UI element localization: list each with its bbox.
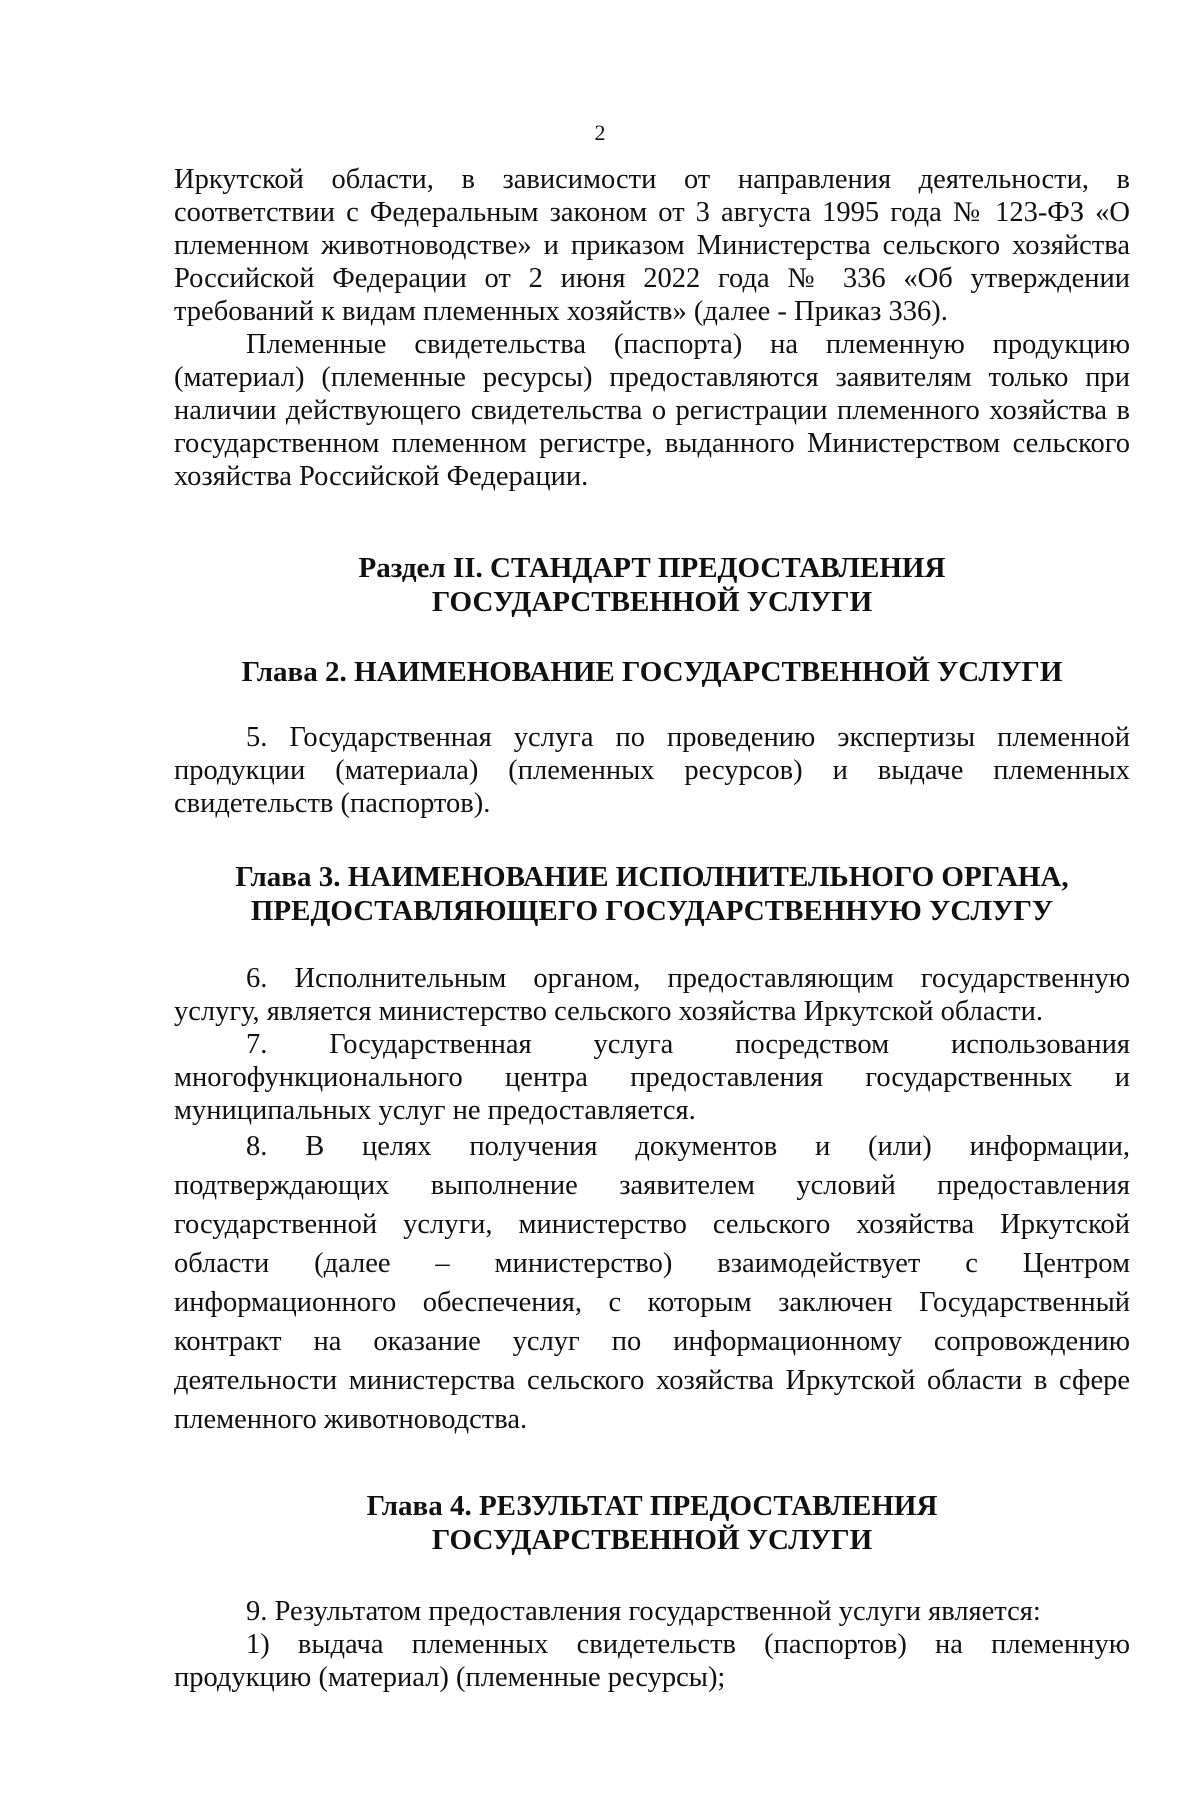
page-number: 2 [594, 120, 606, 145]
intro-paragraph-breeding-certificates: Племенные свидетельства (паспорта) на племенную продукцию (материал) (племенные ресурсы) предоставляются заявителям только при наличии действующего свидетельства о регистрации племенного хозяйства в государственном племенном регистре, выданного Министерством сельского хозяйства Российской Федерации. [174, 329, 1130, 492]
chapter-2-heading: Глава 2. НАИМЕНОВАНИЕ ГОСУДАРСТВЕННОЙ УСЛУГИ [241, 656, 1063, 688]
paragraph-9: 9. Результатом предоставления государственной услуги является: [246, 1596, 1041, 1627]
section-2-heading-line1: Раздел II. СТАНДАРТ ПРЕДОСТАВЛЕНИЯ [358, 552, 946, 584]
paragraph-9-item-1: 1) выдача племенных свидетельств (паспортов) на племенную продукцию (материал) (племенные ресурсы); [174, 1629, 1130, 1693]
paragraph-7: 7. Государственная услуга посредством использования многофункционального центра предоставления государственных и муниципальных услуг не предоставляется. [174, 1029, 1130, 1126]
intro-paragraph-continuation: Иркутской области, в зависимости от направления деятельности, в соответствии с Федеральным законом от 3 августа 1995 года № 123-ФЗ «О племенном животноводстве» и приказом Министерства сельского хозяйства Российской Федерации от 2 июня 2022 года № 336 «Об утверждении требований к видам племенных хозяйств» (далее - Приказ 336). [174, 164, 1130, 327]
chapter-3-heading-line1: Глава 3. НАИМЕНОВАНИЕ ИСПОЛНИТЕЛЬНОГО ОРГАНА, [235, 861, 1069, 893]
document-body [174, 163, 1130, 1694]
chapter-3-heading [174, 860, 1130, 928]
section-2-heading [174, 551, 1130, 619]
chapter-3-heading-line2: ПРЕДОСТАВЛЯЮЩЕГО ГОСУДАРСТВЕННУЮ УСЛУГУ [250, 895, 1054, 927]
chapter-4-heading [174, 1489, 1130, 1557]
paragraph-8: 8. В целях получения документов и (или) информации, подтверждающих выполнение заявителем условий предоставления государственной услуги, министерство сельского хозяйства Иркутской области (далее – министерство) взаимодействует с Центром информационного обеспечения, с которым заключен Государственный контракт на оказание услуг по информационному сопровождению деятельности министерства сельского хозяйства Иркутской области в сфере племенного животноводства. [174, 1131, 1130, 1435]
section-2-heading-line2: ГОСУДАРСТВЕННОЙ УСЛУГИ [431, 586, 873, 618]
paragraph-5: 5. Государственная услуга по проведению экспертизы племенной продукции (материала) (племенных ресурсов) и выдаче племенных свидетельств (паспортов). [174, 722, 1130, 819]
paragraph-6: 6. Исполнительным органом, предоставляющим государственную услугу, является министерство сельского хозяйства Иркутской области. [174, 963, 1130, 1027]
chapter-4-heading-line2: ГОСУДАРСТВЕННОЙ УСЛУГИ [431, 1524, 873, 1556]
chapter-4-heading-line1: Глава 4. РЕЗУЛЬТАТ ПРЕДОСТАВЛЕНИЯ [366, 1490, 938, 1522]
